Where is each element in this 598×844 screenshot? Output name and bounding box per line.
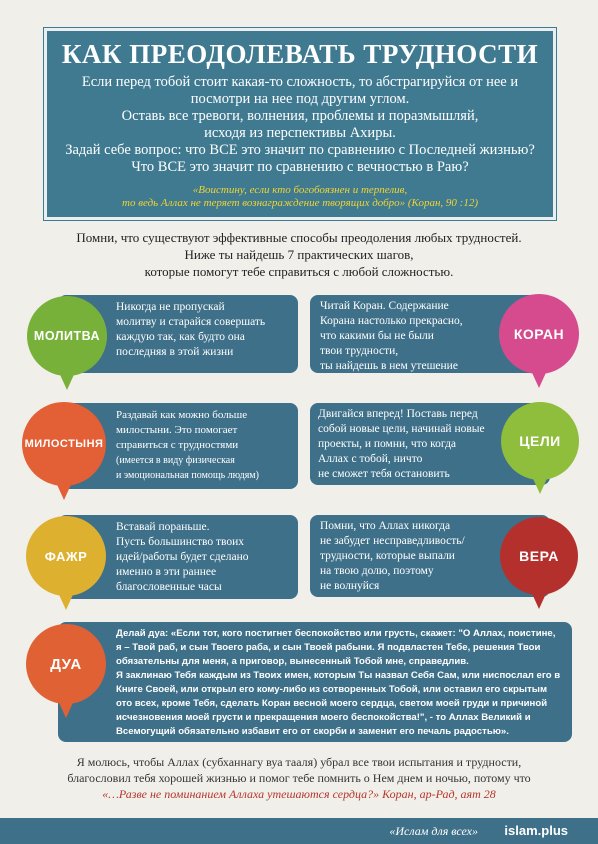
card-line: Аллах с тобой, ничто	[318, 453, 423, 465]
card-line: каждую так, как будто она	[116, 331, 245, 343]
card-line: и эмоциональная помощь людям)	[116, 470, 259, 481]
card-line: Раздавай как можно больше	[116, 409, 248, 421]
card-line: Книге Своей, или открыл его кому-либо из сотворенных Тобой, или оставил его скрытым	[116, 684, 548, 695]
lead-line: Помни, что существуют эффективные способы преодоления любых трудностей.	[76, 230, 522, 245]
intro-line: исходя из перспективы Ахиры.	[204, 125, 396, 141]
header-quote	[47, 184, 553, 210]
intro-line: Задай себе вопрос: что ВСЕ это значит по сравнению с Последней жизнью?	[65, 142, 535, 158]
card-line: твои трудности,	[320, 345, 399, 357]
goals-label: ЦЕЛИ	[519, 433, 561, 449]
footer-line: благословил тебя хорошей жизнью и помог тебе помнить о Нем днем и ночью, потому что	[67, 771, 531, 785]
intro-line: Оставь все тревоги, волнения, проблемы и поразмышляй,	[121, 108, 479, 124]
card-line: благословенные часы	[116, 581, 222, 593]
goals-badge	[501, 402, 579, 480]
intro-text	[47, 74, 553, 176]
card-line: Никогда не пропускай	[116, 301, 225, 313]
prayer-badge	[27, 296, 107, 376]
card-line: Я заклинаю Тебя каждым из Твоих имен, которым Ты назвал Себя Сам, или ниспослал его в	[116, 670, 561, 681]
site-link[interactable]: islam.plus	[504, 823, 568, 838]
page-title: КАК ПРЕОДОЛЕВАТЬ ТРУДНОСТИ	[61, 39, 539, 69]
card-line: Читай Коран. Содержание	[320, 300, 449, 312]
card-line: что какими бы не были	[320, 330, 434, 342]
footer-line: Я молюсь, чтобы Аллах (субханнагу вуа тааля) убрал все твои испытания и трудности,	[76, 755, 522, 769]
card-line: не забудет несправедливость/	[320, 535, 465, 547]
card-line: Корана настолько прекрасно,	[320, 315, 463, 327]
card-line: обязательны для меня, а приговор, вынесенный Тобой мне, справедлив.	[116, 656, 469, 667]
header-panel	[44, 28, 556, 220]
card-line: именно в эти раннее	[116, 566, 217, 578]
card-line: исчезновения моей грусти и прекращения моего беспокойства!", - то Аллах Великий и	[116, 712, 531, 723]
dua-card	[58, 622, 572, 742]
quran-label: КОРАН	[513, 326, 565, 342]
card-line: идей/работы будет сделано	[116, 551, 249, 563]
prayer-label: МОЛИТВА	[33, 329, 101, 343]
card-line: милостыни. Это помогает	[116, 424, 238, 436]
fajr-label: ФАЖР	[44, 548, 88, 564]
card-line: последняя в этой жизни	[116, 346, 234, 358]
card-line: ото всех, кроме Тебя, сделать Коран весной моего сердца, светом моей груди и причиной	[116, 698, 548, 709]
card-line: собой новые цели, начинай новые	[318, 423, 485, 435]
charity-badge	[22, 402, 106, 486]
slogan: «Ислам для всех»	[389, 824, 478, 838]
card-line: ты найдешь в нем утешение	[320, 360, 458, 372]
card-line: Вставай пораньше.	[116, 521, 210, 533]
lead-line: Ниже ты найдешь 7 практических шагов,	[184, 247, 414, 262]
lead-text	[0, 229, 598, 280]
card-line: Пусть большинство твоих	[116, 536, 245, 548]
footer-quote: «…Разве не поминанием Аллаха утешаются сердца?» Коран, ар-Рад, аят 28	[102, 787, 496, 801]
card-line: Всемогущий обязательно избавит его от скорби и заменит его печаль радостью».	[116, 726, 509, 737]
fajr-badge	[26, 516, 106, 596]
card-line: не волнуйся	[320, 580, 380, 592]
intro-line: посмотри на нее под другим углом.	[190, 91, 410, 107]
card-line: (имеется в виду физическая	[116, 455, 235, 466]
card-line: Двигайся вперед! Поставь перед	[318, 408, 478, 420]
card-line: молитву и старайся совершать	[116, 316, 266, 328]
charity-label: МИЛОСТЫНЯ	[24, 438, 104, 450]
intro-line: Если перед тобой стоит какая-то сложность, то абстрагируйся от нее и	[81, 74, 519, 90]
quran-badge	[499, 294, 579, 374]
card-line: я – Твой раб, и сын Твоего раба, и сын Твоей рабыни. Я подвластен Тебе, решения Твои	[116, 642, 541, 653]
faith-label: ВЕРА	[519, 548, 559, 564]
quote-line: «Воистину, если кто богобоязнен и терпелив,	[192, 184, 408, 196]
dua-label: ДУА	[50, 655, 82, 673]
card-line: проекты, и помни, что когда	[318, 438, 457, 450]
card-line: Помни, что Аллах никогда	[320, 520, 451, 532]
card-line: справиться с трудностями	[116, 439, 239, 451]
card-line: на твою долю, поэтому	[320, 565, 434, 577]
card-line: Делай дуа: «Если тот, кого постигнет беспокойство или грусть, скажет: "О Аллах, поистине,	[116, 628, 556, 639]
card-line: трудности, которые выпали	[320, 550, 455, 562]
lead-line: которые помогут тебе справиться с любой сложностью.	[144, 264, 454, 279]
faith-badge	[500, 517, 578, 595]
quote-line: то ведь Аллах не теряет вознаграждение творящих добро» (Коран, 90 :12)	[122, 197, 478, 209]
dua-badge	[26, 624, 106, 704]
card-line: не сможет тебя остановить	[318, 468, 450, 480]
footer-text	[0, 754, 598, 802]
footer-bar	[0, 818, 598, 844]
intro-line: Что ВСЕ это значит по сравнению с вечностью в Раю?	[131, 159, 469, 175]
